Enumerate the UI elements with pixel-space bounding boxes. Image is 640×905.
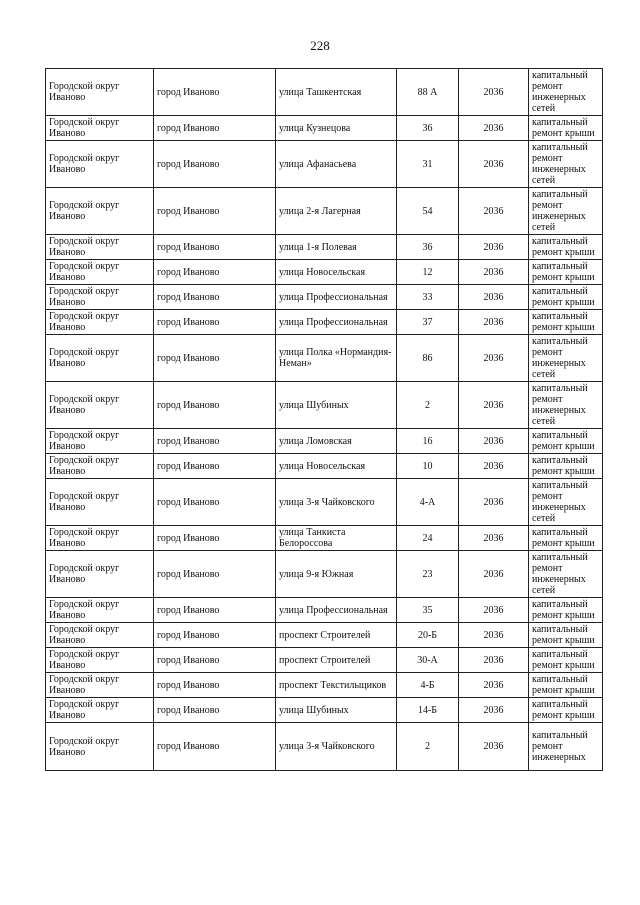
district-cell: Городской округ Иваново	[46, 69, 154, 116]
work-type-cell: капитальный ремонт крыши	[529, 648, 603, 673]
work-type-cell: капитальный ремонт инженерных сетей	[529, 335, 603, 382]
city-cell: город Иваново	[154, 382, 276, 429]
year-cell: 2036	[459, 698, 529, 723]
house-number-cell: 20-Б	[397, 623, 459, 648]
house-number-cell: 30-А	[397, 648, 459, 673]
table-row	[46, 698, 603, 723]
year-cell: 2036	[459, 141, 529, 188]
city-cell: город Иваново	[154, 116, 276, 141]
year-cell: 2036	[459, 285, 529, 310]
street-cell: улица 2-я Лагерная	[276, 188, 397, 235]
house-number-cell: 4-А	[397, 479, 459, 526]
year-cell: 2036	[459, 454, 529, 479]
repair-schedule-table	[45, 68, 603, 771]
house-number-cell: 36	[397, 116, 459, 141]
house-number-cell: 86	[397, 335, 459, 382]
district-cell: Городской округ Иваново	[46, 116, 154, 141]
city-cell: город Иваново	[154, 285, 276, 310]
work-type-cell: капитальный ремонт крыши	[529, 429, 603, 454]
district-cell: Городской округ Иваново	[46, 551, 154, 598]
district-cell: Городской округ Иваново	[46, 723, 154, 771]
table-row	[46, 335, 603, 382]
table-row	[46, 260, 603, 285]
year-cell: 2036	[459, 551, 529, 598]
table-row	[46, 69, 603, 116]
work-type-cell: капитальный ремонт крыши	[529, 116, 603, 141]
page-number: 228	[310, 38, 330, 53]
table-row	[46, 723, 603, 771]
city-cell: город Иваново	[154, 69, 276, 116]
city-cell: город Иваново	[154, 141, 276, 188]
district-cell: Городской округ Иваново	[46, 310, 154, 335]
table-row	[46, 310, 603, 335]
city-cell: город Иваново	[154, 188, 276, 235]
city-cell: город Иваново	[154, 723, 276, 771]
work-type-cell: капитальный ремонт инженерных	[529, 723, 603, 771]
year-cell: 2036	[459, 673, 529, 698]
table-body	[46, 69, 603, 771]
street-cell: проспект Строителей	[276, 648, 397, 673]
city-cell: город Иваново	[154, 648, 276, 673]
street-cell: улица Танкиста Белороссова	[276, 526, 397, 551]
district-cell: Городской округ Иваново	[46, 235, 154, 260]
street-cell: улица Профессиональная	[276, 598, 397, 623]
table-row	[46, 285, 603, 310]
district-cell: Городской округ Иваново	[46, 188, 154, 235]
street-cell: улица Шубиных	[276, 382, 397, 429]
district-cell: Городской округ Иваново	[46, 673, 154, 698]
city-cell: город Иваново	[154, 598, 276, 623]
house-number-cell: 54	[397, 188, 459, 235]
district-cell: Городской округ Иваново	[46, 335, 154, 382]
street-cell: улица 1-я Полевая	[276, 235, 397, 260]
year-cell: 2036	[459, 310, 529, 335]
year-cell: 2036	[459, 235, 529, 260]
table-row	[46, 116, 603, 141]
street-cell: проспект Строителей	[276, 623, 397, 648]
year-cell: 2036	[459, 526, 529, 551]
street-cell: улица Полка «Нормандия-Неман»	[276, 335, 397, 382]
district-cell: Городской округ Иваново	[46, 623, 154, 648]
table-row	[46, 382, 603, 429]
year-cell: 2036	[459, 335, 529, 382]
city-cell: город Иваново	[154, 429, 276, 454]
year-cell: 2036	[459, 188, 529, 235]
street-cell: улица Профессиональная	[276, 285, 397, 310]
street-cell: улица Шубиных	[276, 698, 397, 723]
house-number-cell: 24	[397, 526, 459, 551]
work-type-cell: капитальный ремонт крыши	[529, 698, 603, 723]
table-row	[46, 526, 603, 551]
city-cell: город Иваново	[154, 335, 276, 382]
city-cell: город Иваново	[154, 235, 276, 260]
work-type-cell: капитальный ремонт инженерных сетей	[529, 479, 603, 526]
district-cell: Городской округ Иваново	[46, 598, 154, 623]
district-cell: Городской округ Иваново	[46, 429, 154, 454]
table-row	[46, 648, 603, 673]
work-type-cell: капитальный ремонт крыши	[529, 598, 603, 623]
year-cell: 2036	[459, 623, 529, 648]
street-cell: улица 3-я Чайковского	[276, 723, 397, 771]
year-cell: 2036	[459, 479, 529, 526]
work-type-cell: капитальный ремонт инженерных сетей	[529, 141, 603, 188]
table-row	[46, 235, 603, 260]
street-cell: улица 3-я Чайковского	[276, 479, 397, 526]
house-number-cell: 2	[397, 723, 459, 771]
table-row	[46, 479, 603, 526]
street-cell: улица Ташкентская	[276, 69, 397, 116]
table-row	[46, 623, 603, 648]
year-cell: 2036	[459, 69, 529, 116]
table-row	[46, 551, 603, 598]
district-cell: Городской округ Иваново	[46, 526, 154, 551]
work-type-cell: капитальный ремонт крыши	[529, 235, 603, 260]
street-cell: улица Новосельская	[276, 454, 397, 479]
street-cell: улица 9-я Южная	[276, 551, 397, 598]
city-cell: город Иваново	[154, 454, 276, 479]
year-cell: 2036	[459, 382, 529, 429]
work-type-cell: капитальный ремонт инженерных сетей	[529, 551, 603, 598]
city-cell: город Иваново	[154, 623, 276, 648]
work-type-cell: капитальный ремонт крыши	[529, 310, 603, 335]
city-cell: город Иваново	[154, 479, 276, 526]
street-cell: улица Афанасьева	[276, 141, 397, 188]
district-cell: Городской округ Иваново	[46, 285, 154, 310]
work-type-cell: капитальный ремонт инженерных сетей	[529, 382, 603, 429]
district-cell: Городской округ Иваново	[46, 648, 154, 673]
district-cell: Городской округ Иваново	[46, 382, 154, 429]
district-cell: Городской округ Иваново	[46, 260, 154, 285]
year-cell: 2036	[459, 598, 529, 623]
street-cell: улица Кузнецова	[276, 116, 397, 141]
house-number-cell: 16	[397, 429, 459, 454]
city-cell: город Иваново	[154, 526, 276, 551]
district-cell: Городской округ Иваново	[46, 454, 154, 479]
house-number-cell: 10	[397, 454, 459, 479]
house-number-cell: 31	[397, 141, 459, 188]
house-number-cell: 2	[397, 382, 459, 429]
work-type-cell: капитальный ремонт крыши	[529, 454, 603, 479]
year-cell: 2036	[459, 260, 529, 285]
work-type-cell: капитальный ремонт крыши	[529, 673, 603, 698]
year-cell: 2036	[459, 648, 529, 673]
house-number-cell: 33	[397, 285, 459, 310]
table-row	[46, 598, 603, 623]
house-number-cell: 12	[397, 260, 459, 285]
table-row	[46, 673, 603, 698]
table-row	[46, 141, 603, 188]
district-cell: Городской округ Иваново	[46, 698, 154, 723]
house-number-cell: 4-Б	[397, 673, 459, 698]
street-cell: проспект Текстильщиков	[276, 673, 397, 698]
city-cell: город Иваново	[154, 551, 276, 598]
work-type-cell: капитальный ремонт инженерных сетей	[529, 69, 603, 116]
work-type-cell: капитальный ремонт крыши	[529, 623, 603, 648]
house-number-cell: 14-Б	[397, 698, 459, 723]
work-type-cell: капитальный ремонт крыши	[529, 285, 603, 310]
district-cell: Городской округ Иваново	[46, 141, 154, 188]
street-cell: улица Ломовская	[276, 429, 397, 454]
city-cell: город Иваново	[154, 698, 276, 723]
year-cell: 2036	[459, 723, 529, 771]
house-number-cell: 36	[397, 235, 459, 260]
work-type-cell: капитальный ремонт крыши	[529, 260, 603, 285]
street-cell: улица Профессиональная	[276, 310, 397, 335]
district-cell: Городской округ Иваново	[46, 479, 154, 526]
street-cell: улица Новосельская	[276, 260, 397, 285]
table-row	[46, 188, 603, 235]
city-cell: город Иваново	[154, 673, 276, 698]
city-cell: город Иваново	[154, 260, 276, 285]
work-type-cell: капитальный ремонт крыши	[529, 526, 603, 551]
year-cell: 2036	[459, 116, 529, 141]
house-number-cell: 37	[397, 310, 459, 335]
table-row	[46, 454, 603, 479]
house-number-cell: 88 А	[397, 69, 459, 116]
city-cell: город Иваново	[154, 310, 276, 335]
house-number-cell: 35	[397, 598, 459, 623]
year-cell: 2036	[459, 429, 529, 454]
house-number-cell: 23	[397, 551, 459, 598]
table-row	[46, 429, 603, 454]
work-type-cell: капитальный ремонт инженерных сетей	[529, 188, 603, 235]
